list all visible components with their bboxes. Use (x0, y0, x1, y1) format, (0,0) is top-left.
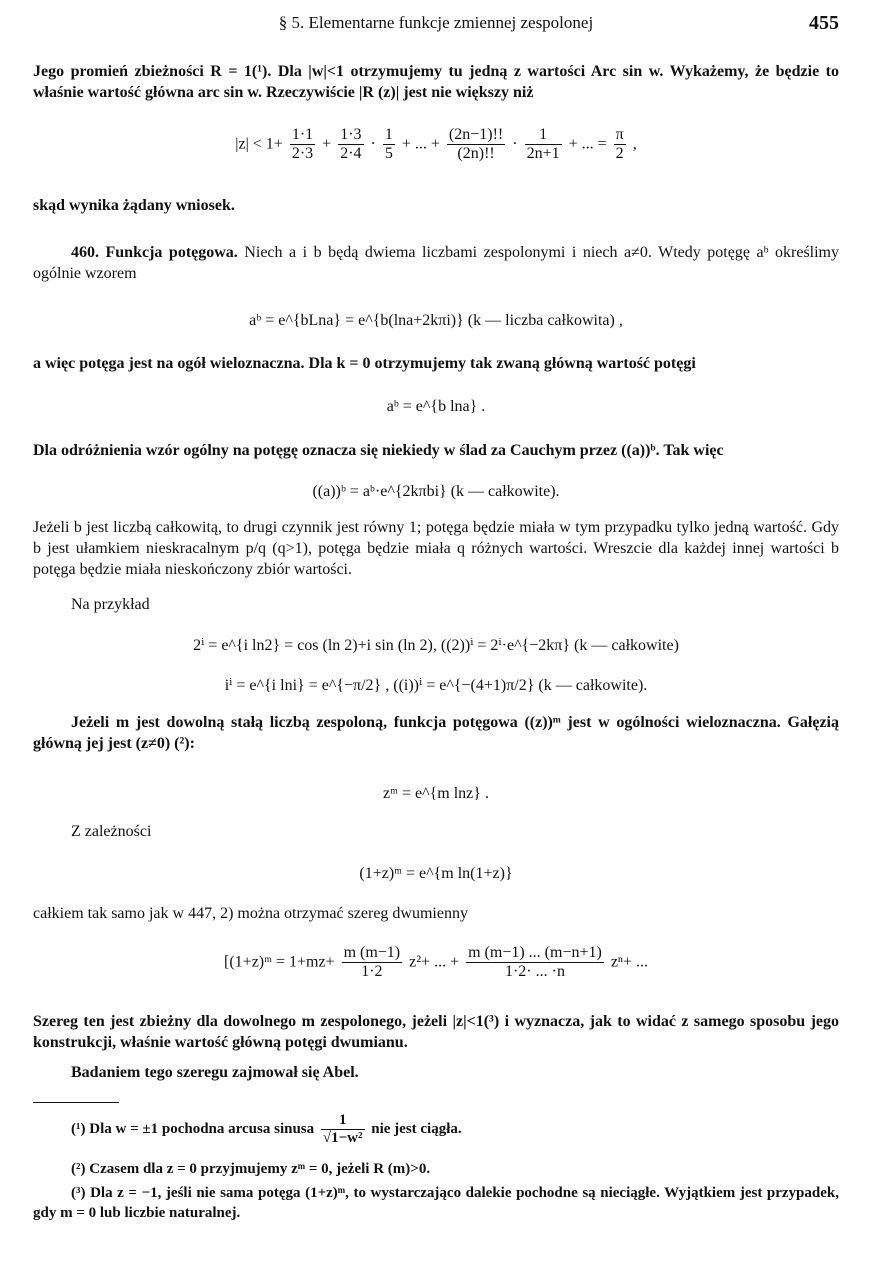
footnote-3 (33, 1184, 839, 1223)
equation-binomial-series (33, 944, 839, 982)
paragraph-text: całkiem tak samo jak w 447, 2) można otrzymać szereg dwumienny (33, 905, 468, 922)
operator: + ... = (568, 135, 607, 153)
equation-principal-branch (33, 784, 839, 805)
paragraph-conclusion (33, 196, 839, 217)
paragraph-cauchy (33, 441, 839, 462)
header-title: § 5. Elementarne funkcje zmiennej zespolonej (278, 13, 594, 32)
equation-cauchy-notation (33, 482, 839, 503)
paragraph-abel (33, 1063, 839, 1084)
equation-text: aᵇ = e^{bLna} = e^{b(lna+2kπi)} (k — liczba całkowita) , (249, 312, 623, 329)
footnote-text: (¹) Dla w = ±1 pochodna arcusa sinusa (71, 1121, 315, 1138)
paragraph-text: Jeżeli m jest dowolną stałą liczbą zespoloną, funkcja potęgowa ((z))ᵐ jest w ogólności wieloznaczna. Gałęzią główną jej jest (z≠0) (²): (33, 714, 839, 752)
page (33, 0, 839, 1263)
footnote-2 (33, 1160, 839, 1180)
footnote-text: nie jest ciągła. (371, 1121, 462, 1138)
equation-text: aᵇ = e^{b lna} . (386, 398, 486, 415)
paragraph-from-relation (33, 822, 839, 843)
fraction: $\frac{1\cdot 3}{2\cdot 4}$ (340, 126, 362, 163)
fraction: $\frac{\pi}{2}$ (615, 126, 624, 163)
paragraph-text: Jeżeli b jest liczbą całkowitą, to drugi czynnik jest równy 1; potęga będzie miała w tym przypadku tylko jedną wartość. Gdy b jest ułamkiem nieskracalnym p/q (q>1), potęga będzie miała q różnych wartości. Wreszcie dla każdej innej wartości b potęga będzie miała nieskończony zbiór wartości. (33, 519, 839, 578)
operator: · (512, 135, 518, 153)
fraction: $\frac{(2n-1)!!}{(2n)!!}$ (448, 126, 504, 163)
equation-one-plus-z (33, 864, 839, 885)
footnote-1 (33, 1112, 839, 1148)
footnote-text: (³) Dla z = −1, jeśli nie sama potęga (1+z)ᵐ, to wystarczająco dalekie pochodne są nieciągłe. Wyjątkiem jest przypadek, gdy m = 0 lub liczbie naturalnej. (33, 1185, 839, 1221)
paragraph-text: Z zależności (71, 823, 152, 840)
equation-text: zᵐ = e^{m lnz} . (383, 785, 489, 802)
section-heading: 460. Funkcja potęgowa. (71, 244, 238, 261)
paragraph-example (33, 595, 839, 616)
eq-lead: [(1+z)ᵐ = 1+mz+ (224, 953, 335, 971)
operator: z²+ ... + (409, 953, 460, 971)
section-460 (33, 243, 839, 285)
equation-principal-value (33, 397, 839, 418)
fraction: $\frac{1}{2n+1}$ (526, 126, 560, 163)
fraction: $\frac{1\cdot 1}{2\cdot 3}$ (291, 126, 314, 163)
equation-arcsin-bound (33, 126, 839, 164)
paragraph-power-function (33, 713, 839, 755)
operator: , (632, 135, 637, 153)
equation-text: 2ⁱ = e^{i ln2} = cos (ln 2)+i sin (ln 2), ((2))ⁱ = 2ⁱ·e^{−2kπ} (k — całkowite) (193, 637, 679, 654)
paragraph-text: a więc potęga jest na ogół wieloznaczna. Dla k = 0 otrzymujemy tak zwaną główną wartość potęgi (33, 355, 696, 372)
paragraph-text: Badaniem tego szeregu zajmował się Abel. (71, 1064, 359, 1081)
operator: + ... + (401, 135, 440, 153)
paragraph-radius (33, 62, 839, 104)
footnote-text: (²) Czasem dla z = 0 przyjmujemy zᵐ = 0, jeżeli R (m)>0. (71, 1161, 431, 1177)
footnote-divider (33, 1102, 119, 1103)
paragraph-text: Na przykład (71, 596, 150, 613)
operator: + (322, 135, 332, 153)
equation-text: iⁱ = e^{i lni} = e^{−π/2} , ((i))ⁱ = e^{−(4+1)π/2} (k — całkowite). (224, 677, 648, 694)
paragraph-text: Szereg ten jest zbieżny dla dowolnego m zespolonego, jeżeli |z|<1(³) i wyznacza, jak to widać z samego sposobu jego konstrukcji, właśnie wartość główną potęgi dwumianu. (33, 1013, 839, 1051)
equation-text: ((a))ᵇ = aᵇ·e^{2kπbi} (k — całkowite). (312, 483, 560, 500)
paragraph-multivalued (33, 354, 839, 375)
paragraph-text: Niech a i b będą dwiema liczbami zespolonymi i niech a≠0. Wtedy potęgę aᵇ określimy ogólnie wzorem (33, 244, 840, 282)
paragraph-convergence (33, 1012, 839, 1054)
fraction: $\frac{1}{\text{√1−w²}}$ (322, 1112, 363, 1147)
fraction: $\frac{1}{5}$ (384, 126, 393, 163)
equation-text: (1+z)ᵐ = e^{m ln(1+z)} (359, 865, 513, 882)
eq-lead: |z| < 1+ (235, 135, 283, 153)
page-number: 455 (809, 12, 839, 34)
equation-two-power-i (33, 636, 839, 657)
paragraph-binomial-series (33, 904, 839, 925)
paragraph-cases (33, 518, 839, 580)
paragraph-text: Dla odróżnienia wzór ogólny na potęgę oznacza się niekiedy w ślad za Cauchym przez ((a))ᵇ. Tak więc (33, 442, 724, 459)
fraction: $\frac{m (m-1)}{1\cdot 2}$ (343, 944, 401, 981)
fraction: $\frac{m (m-1) ... (m-n+1)}{1\cdot 2\cdot ... \cdot n}$ (468, 944, 602, 981)
paragraph-text: Jego promień zbieżności R = 1(¹). Dla |w|<1 otrzymujemy tu jedną z wartości Arc sin w. Wykażemy, że będzie to właśnie wartość główna arc sin w. Rzeczywiście |R (z)| jest nie większy niż (33, 63, 839, 101)
running-header (33, 10, 839, 38)
equation-power-definition (33, 311, 839, 332)
operator: · (370, 135, 376, 153)
operator: zⁿ+ ... (610, 953, 648, 971)
equation-i-power-i (33, 676, 839, 697)
paragraph-text: skąd wynika żądany wniosek. (33, 197, 235, 214)
